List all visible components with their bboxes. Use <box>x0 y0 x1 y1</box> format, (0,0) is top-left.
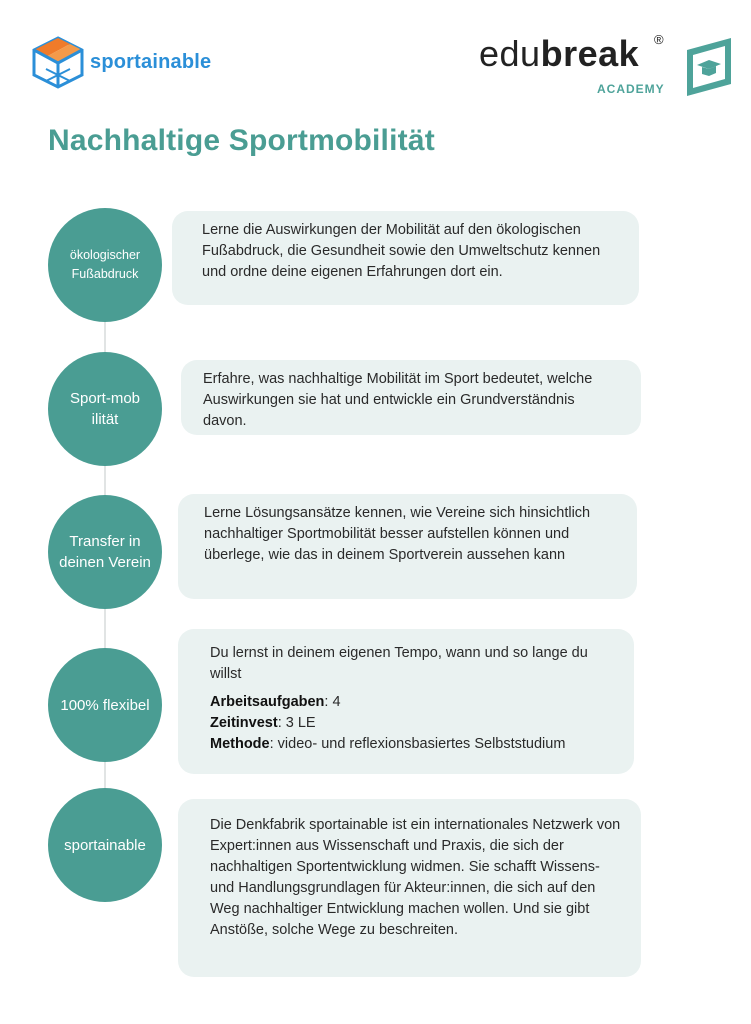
detail-tasks <box>210 692 614 713</box>
sportainable-cube-icon <box>30 35 86 89</box>
detail-method <box>210 734 614 755</box>
sportainable-wordmark: sportainable <box>90 50 212 73</box>
topic-card-transfer <box>178 494 637 599</box>
edubreak-wordmark-light: edu <box>479 33 541 74</box>
detail-value: : video- und reflexionsbasiertes Selbststudium <box>269 736 566 752</box>
topic-card-sportainable <box>178 799 641 977</box>
topic-description: Du lernst in deinem eigenen Tempo, wann und so lange du willst <box>210 645 588 682</box>
topic-card-sportmobility <box>181 360 641 435</box>
detail-value: : 4 <box>324 694 341 710</box>
academy-label: ACADEMY <box>597 82 665 96</box>
registered-mark: ® <box>654 32 664 47</box>
topic-circle-sportmobility <box>48 352 162 466</box>
topic-circle-label: Transfer in deinen Verein <box>59 533 151 571</box>
topic-circle-footprint: ökologischer Fußabdruck <box>48 208 162 322</box>
edubreak-wordmark <box>479 34 639 74</box>
page-title: Nachhaltige Sportmobilität <box>48 124 435 157</box>
sportainable-logo <box>30 35 211 89</box>
edubreak-wordmark-bold: break <box>540 33 640 74</box>
edubreak-logo <box>479 34 739 104</box>
detail-time <box>210 713 614 734</box>
topic-description: Die Denkfabrik sportainable ist ein internationales Netzwerk von Expert:innen aus Wissenschaft und Praxis, die sich der nachhaltigen Sportentwicklung widmen. Sie schafft Wissens- und Handlungsgrundlagen für Akteur:innen, die sich auf den Weg nachhaltiger Entwicklung machen wollen. Und sie gibt Anstöße, solche Wege zu beschreiten. <box>210 817 621 938</box>
topic-circle-flexible: 100% flexibel <box>48 648 162 762</box>
laptop-graduation-cap-icon <box>681 34 739 100</box>
detail-value: : 3 LE <box>277 715 316 731</box>
detail-label: Zeitinvest <box>210 715 278 731</box>
topic-circle-sportainable: sportainable <box>48 788 162 902</box>
topic-circle-transfer <box>48 495 162 609</box>
topic-card-footprint <box>172 211 639 305</box>
topic-card-flexible <box>178 629 634 774</box>
detail-label: Arbeitsaufgaben <box>210 694 325 710</box>
detail-label: Methode <box>210 736 270 752</box>
topic-circle-label: Sport-mobilität <box>69 390 141 428</box>
topic-description: Lerne die Auswirkungen der Mobilität auf den ökologischen Fußabdruck, die Gesundheit sowie den Umweltschutz kennen und ordne deine eigenen Erfahrungen dort ein. <box>202 222 601 280</box>
topic-description: Erfahre, was nachhaltige Mobilität im Sport bedeutet, welche Auswirkungen sie hat und entwickle ein Grundverständnis davon. <box>203 371 593 429</box>
topic-description: Lerne Lösungsansätze kennen, wie Vereine sich hinsichtlich nachhaltiger Sportmobilität besser aufstellen können und überlege, wie das in deinem Sportverein aussehen kann <box>204 505 591 563</box>
